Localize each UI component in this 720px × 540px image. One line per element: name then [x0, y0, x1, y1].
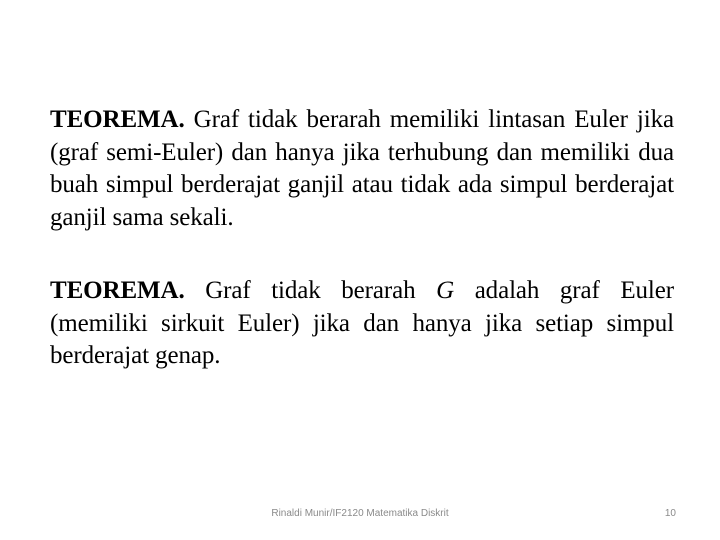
- theorem-label: TEOREMA.: [50, 106, 185, 133]
- footer-text: Rinaldi Munir/IF2120 Matematika Diskrit: [271, 508, 449, 519]
- theorem-label: TEOREMA.: [50, 277, 185, 304]
- theorem-text: Graf tidak berarah memiliki lintasan Euler jika (graf semi-Euler) dan hanya jika terhubung dan memiliki dua buah simpul berderajat ganjil atau tidak ada simpul berderajat ganjil sama sekali.: [50, 106, 674, 231]
- theorem-text-after: adalah graf Euler (memiliki sirkuit Euler) jika dan hanya jika setiap simpul berderajat genap.: [50, 277, 674, 369]
- theorem-text-before: Graf tidak berarah: [205, 277, 416, 304]
- slide-content: [50, 104, 674, 373]
- page-number: 10: [664, 508, 676, 519]
- theorem-euler-path: [50, 104, 674, 234]
- graph-variable: G: [436, 277, 455, 304]
- theorem-euler-circuit: [50, 275, 674, 373]
